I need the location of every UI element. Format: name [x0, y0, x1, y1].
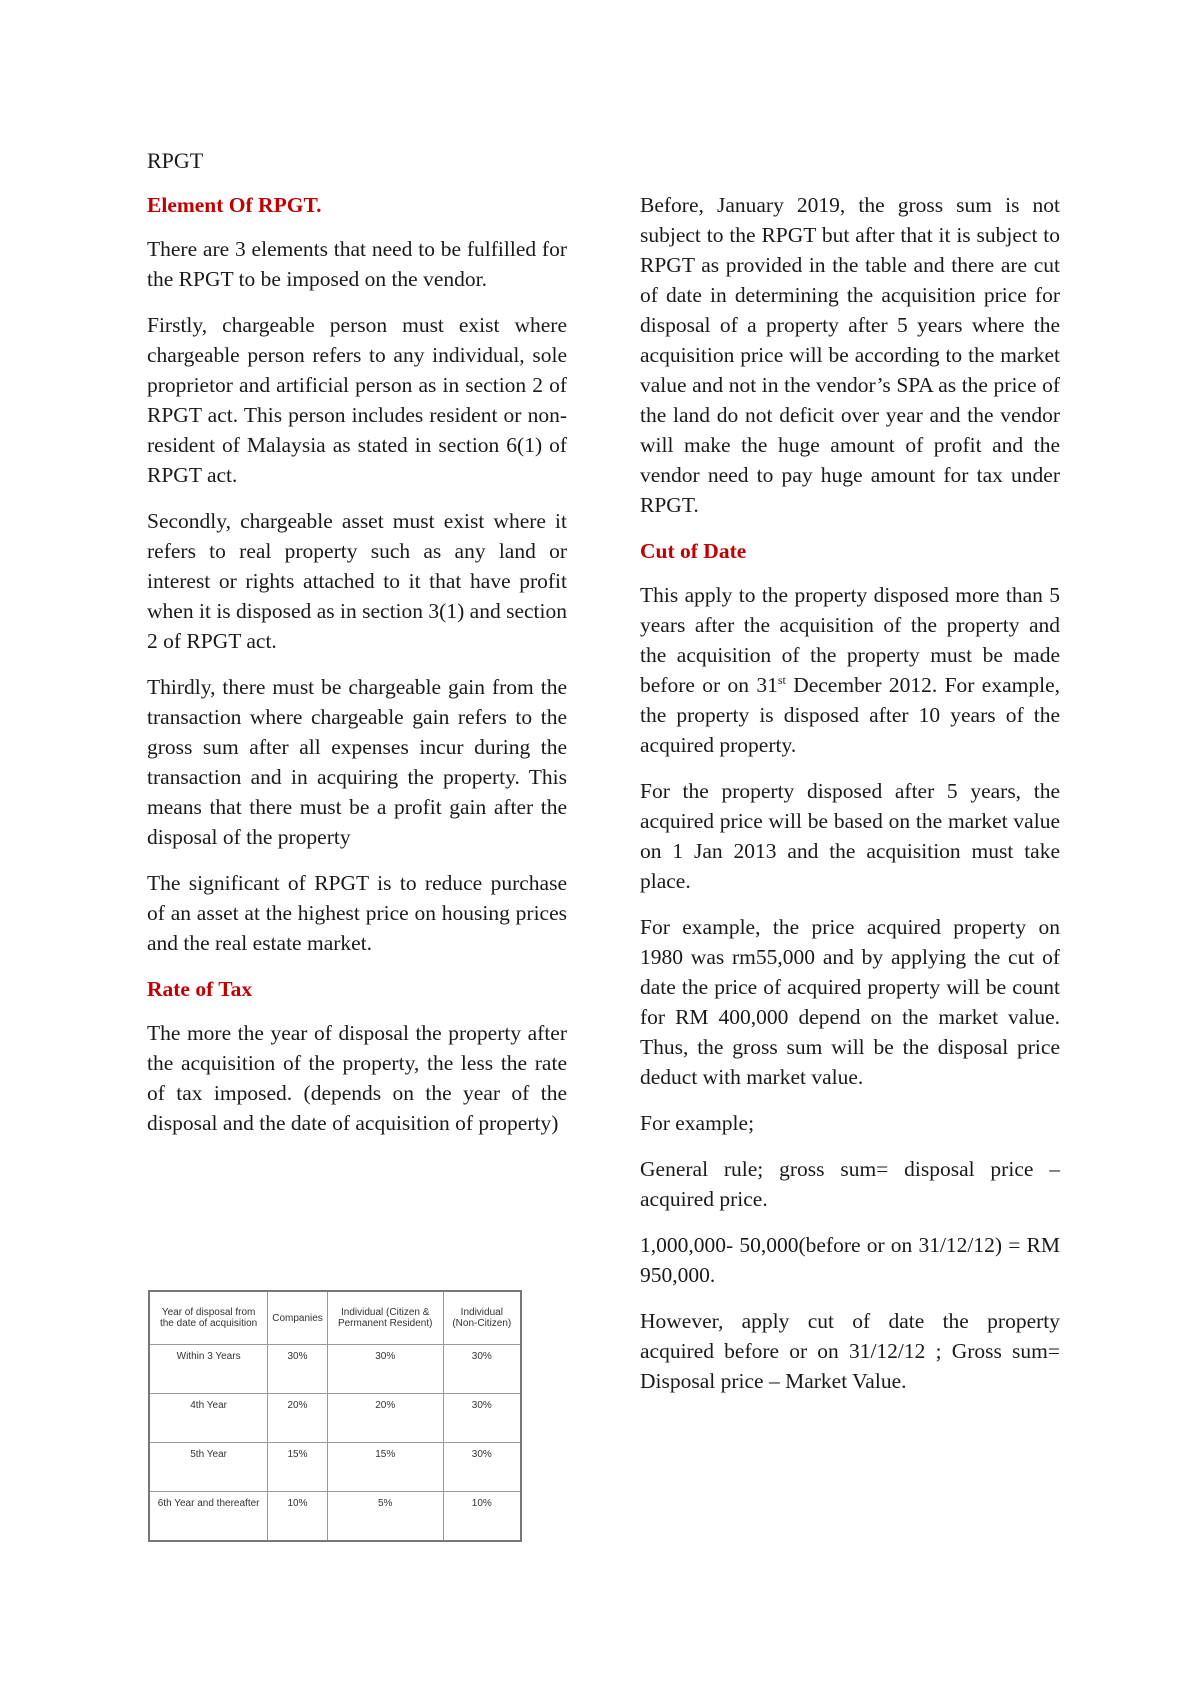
table-cell: 5% — [327, 1492, 443, 1542]
ordinal-suffix: st — [777, 672, 786, 687]
rpgt-rate-table — [148, 1290, 522, 1542]
table-cell: 5th Year — [149, 1443, 268, 1492]
table-cell: 30% — [443, 1394, 521, 1443]
paragraph-significance: The significant of RPGT is to reduce purchase of an asset at the highest price on housing prices and the real estate market. — [147, 871, 567, 955]
right-column — [640, 190, 1060, 1412]
table-cell: 4th Year — [149, 1394, 268, 1443]
table-header-cell: Year of disposal from the date of acquisition — [149, 1291, 268, 1345]
paragraph-before-january: Before, January 2019, the gross sum is not subject to the RPGT but after that it is subject to RPGT as provided in the table and there are cut of date in determining the acquisition price for disposal of a property after 5 years where the acquisition price will be according to the market value and not in the vendor’s SPA as the price of the land do not deficit over year and the vendor will make the huge amount of profit and the vendor need to pay huge amount for tax under RPGT. — [640, 193, 1060, 517]
page-title: RPGT — [147, 148, 204, 173]
table-cell: 20% — [268, 1394, 328, 1443]
paragraph-disposed-after-5-years: For the property disposed after 5 years, the acquired price will be based on the market value on 1 Jan 2013 and the acquisition must take place. — [640, 779, 1060, 893]
table-header-cell: Companies — [268, 1291, 328, 1345]
table-cell: 15% — [268, 1443, 328, 1492]
table-cell: 30% — [268, 1345, 328, 1394]
paragraph-chargeable-gain: Thirdly, there must be chargeable gain from the transaction where chargeable gain refers to the gross sum after all expenses incur during the transaction and in acquiring the property. This means that there must be a profit gain after the disposal of the property — [147, 675, 567, 849]
table-header-cell: Individual (Citizen & Permanent Resident) — [327, 1291, 443, 1345]
paragraph-general-rule: General rule; gross sum= disposal price – acquired price. — [640, 1157, 1060, 1211]
table-cell: 30% — [443, 1345, 521, 1394]
heading-cut-of-date: Cut of Date — [640, 539, 747, 563]
table-cell: Within 3 Years — [149, 1345, 268, 1394]
table-row — [149, 1492, 521, 1542]
left-column — [147, 190, 567, 1154]
table-cell: 6th Year and thereafter — [149, 1492, 268, 1542]
paragraph-chargeable-asset: Secondly, chargeable asset must exist where it refers to real property such as any land or interest or rights attached to it that have profit when it is disposed as in section 3(1) and section 2 of RPGT act. — [147, 509, 567, 653]
table-row — [149, 1394, 521, 1443]
table-cell: 30% — [327, 1345, 443, 1394]
paragraph-calculation: 1,000,000- 50,000(before or on 31/12/12) = RM 950,000. — [640, 1233, 1060, 1287]
paragraph-for-example: For example; — [640, 1111, 755, 1135]
paragraph-chargeable-person: Firstly, chargeable person must exist where chargeable person refers to any individual, sole proprietor and artificial person as in section 2 of RPGT act. This person includes resident or non-resident of Malaysia as stated in section 6(1) of RPGT act. — [147, 313, 567, 487]
table-cell: 20% — [327, 1394, 443, 1443]
paragraph-example-1980: For example, the price acquired property on 1980 was rm55,000 and by applying the cut of date the price of acquired property will be count for RM 400,000 depend on the market value. Thus, the gross sum will be the disposal price deduct with market value. — [640, 915, 1060, 1089]
table-cell: 15% — [327, 1443, 443, 1492]
table-cell: 10% — [268, 1492, 328, 1542]
paragraph-cut-of-date-part1: This apply to the property disposed more than 5 years after the acquisition of the property and the acquisition of the property must be made before or on 31 — [640, 583, 1060, 697]
heading-rate-of-tax: Rate of Tax — [147, 977, 253, 1001]
table-row — [149, 1345, 521, 1394]
table-cell: 30% — [443, 1443, 521, 1492]
table-row — [149, 1443, 521, 1492]
table-cell: 10% — [443, 1492, 521, 1542]
table-header-row — [149, 1291, 521, 1345]
paragraph-cut-of-date — [640, 580, 1060, 760]
paragraph-three-elements: There are 3 elements that need to be fulfilled for the RPGT to be imposed on the vendor. — [147, 237, 567, 291]
table-header-cell: Individual (Non-Citizen) — [443, 1291, 521, 1345]
heading-element-of-rpgt: Element Of RPGT. — [147, 193, 322, 217]
paragraph-rate-of-tax: The more the year of disposal the property after the acquisition of the property, the less the rate of tax imposed. (depends on the year of the disposal and the date of acquisition of property) — [147, 1021, 567, 1135]
paragraph-however: However, apply cut of date the property acquired before or on 31/12/12 ; Gross sum= Disposal price – Market Value. — [640, 1309, 1060, 1393]
paragraph-cut-of-date-part2: December 2012. For example, the property is disposed after 10 years of the acquired property. — [640, 673, 1060, 757]
